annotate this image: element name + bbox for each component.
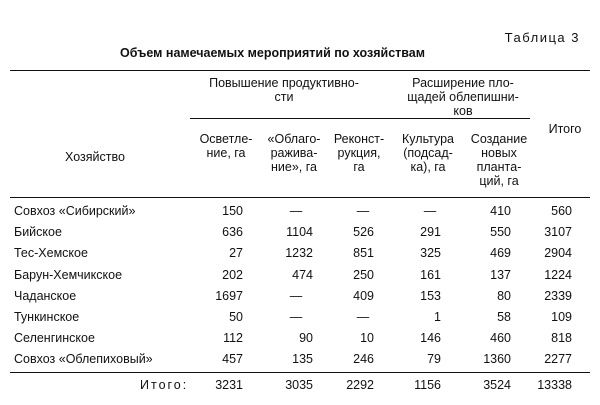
row-cell: 137 [490,267,511,282]
row-cell: 79 [427,352,441,367]
header-group-productivity: Повышение продуктивно- сти [209,76,359,104]
header-col-3: Реконст- рукция, га [333,132,385,174]
row-cell: — [289,310,303,324]
row-cell: 291 [420,225,441,240]
row-cell: 457 [222,352,243,367]
row-cell: 1232 [285,246,313,261]
row-cell: 27 [229,246,243,261]
row-cell: 526 [353,225,374,240]
row-cell: 246 [353,352,374,367]
row-cell: 150 [222,204,243,218]
row-cell: — [356,310,370,324]
header-col-4: Культура (подсад- ка), га [402,132,454,174]
row-cell: 1224 [544,267,572,282]
row-cell: 80 [497,288,511,303]
row-name: Селенгинское [14,331,95,346]
header-total: Итого [548,122,582,136]
row-cell: 161 [420,267,441,282]
row-cell: 109 [551,310,572,324]
row-cell: 636 [222,225,243,240]
row-cell: 2339 [544,288,572,303]
row-cell: 474 [292,267,313,282]
row-cell: 410 [490,204,511,218]
header-col-5: Создание новых плантa- ций, га [470,132,528,188]
table-number: Таблица 3 [504,30,580,45]
row-cell: 2277 [544,352,572,367]
row-cell: 469 [490,246,511,261]
row-cell: 90 [299,331,313,346]
row-cell: 851 [353,246,374,261]
row-cell: 1 [434,310,441,324]
total-cell: 3035 [285,378,313,392]
row-name: Бийское [14,225,62,240]
total-cell: 1156 [414,378,441,392]
row-cell: — [289,204,303,218]
total-label: Итого: [140,378,189,392]
total-cell: 13338 [537,378,572,392]
row-cell: 2904 [544,246,572,261]
header-rule [10,197,590,198]
row-cell: 550 [490,225,511,240]
row-cell: 409 [353,288,374,303]
row-name: Совхоз «Сибирский» [14,204,136,218]
row-cell: 560 [551,204,572,218]
group-rule [190,118,530,119]
header-col-2: «Облаго- ражива- ние», га [267,132,321,174]
row-cell: 1104 [286,225,313,240]
row-cell: 153 [420,288,441,303]
row-cell: 3107 [544,225,572,240]
row-cell: — [356,204,370,218]
row-cell: 460 [490,331,511,346]
row-cell: — [423,204,437,218]
row-name: Тес-Хемское [14,246,88,261]
row-name: Чаданское [14,288,77,303]
row-cell: 250 [353,267,374,282]
row-name: Тункинское [14,310,80,324]
total-cell: 2292 [346,378,374,392]
total-cell: 3231 [215,378,243,392]
row-cell: 50 [229,310,243,324]
row-cell: 1360 [483,352,511,367]
total-cell: 3524 [483,378,511,392]
table-title: Объем намечаемых мероприятий по хозяйствам [120,46,425,60]
row-cell: 146 [420,331,441,346]
row-cell: 135 [292,352,313,367]
row-cell: 325 [420,246,441,261]
row-cell: 58 [497,310,511,324]
row-cell: 818 [551,331,572,346]
row-cell: 1697 [215,288,243,303]
header-group-expansion: Расширение пло- щадей облепишни- ков [407,76,519,118]
header-col-1: Осветле- ние, га [199,132,253,160]
row-cell: 202 [222,267,243,282]
body-rule [10,372,590,373]
top-rule [10,70,590,71]
row-name: Барун-Хемчикское [14,267,123,282]
row-name: Совхоз «Облепиховый» [14,352,153,367]
row-cell: 10 [360,331,374,346]
row-cell: — [289,288,303,303]
row-cell: 112 [223,331,243,346]
header-farm: Хозяйство [65,150,125,164]
